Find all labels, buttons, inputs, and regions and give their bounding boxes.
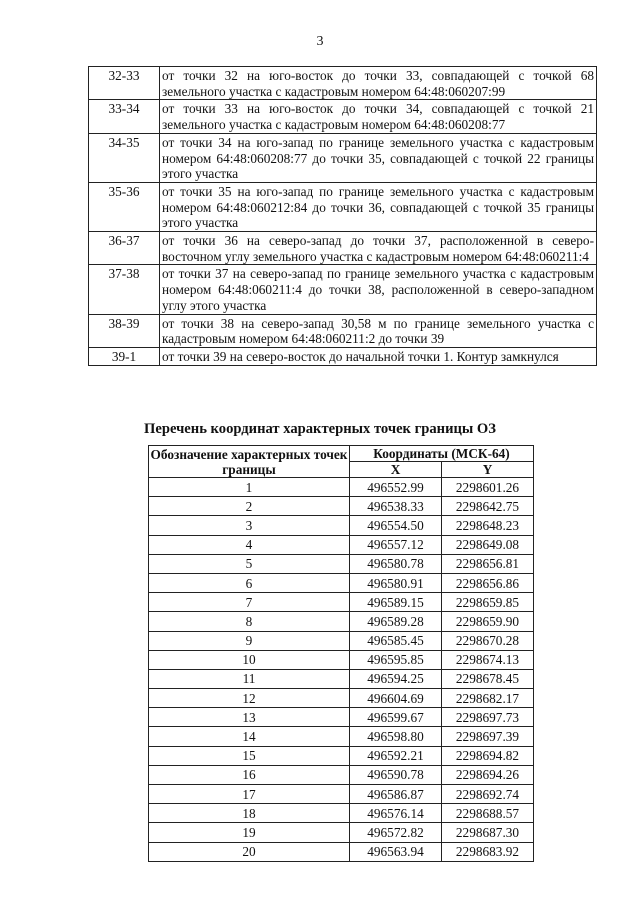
- coord-x: 496538.33: [350, 497, 442, 516]
- coord-y: 2298670.28: [442, 631, 534, 650]
- coordinate-row: [149, 823, 534, 842]
- coord-x: 496594.25: [350, 669, 442, 688]
- point-id: 9: [149, 631, 350, 650]
- coordinate-row: [149, 727, 534, 746]
- coord-x: 496604.69: [350, 689, 442, 708]
- point-id: 14: [149, 727, 350, 746]
- segment-row: [89, 133, 597, 182]
- coordinates-table: [148, 445, 534, 862]
- point-id: 20: [149, 842, 350, 861]
- coord-y: 2298601.26: [442, 478, 534, 497]
- coordinate-row: [149, 689, 534, 708]
- coord-y: 2298674.13: [442, 650, 534, 669]
- coordinate-row: [149, 535, 534, 554]
- segment-row: [89, 182, 597, 231]
- segment-id: 36-37: [89, 232, 160, 265]
- header-point: Обозначение характерных точек границы: [149, 446, 350, 478]
- coord-y: 2298688.57: [442, 804, 534, 823]
- segment-description: от точки 34 на юго-запад по границе земельного участка с кадастровым номером 64:48:060208:77 до точки 35, совпадающей с точкой 22 границы этого участка: [160, 133, 597, 182]
- point-id: 7: [149, 593, 350, 612]
- coord-y: 2298678.45: [442, 669, 534, 688]
- coord-y: 2298656.81: [442, 554, 534, 573]
- point-id: 18: [149, 804, 350, 823]
- coord-y: 2298683.92: [442, 842, 534, 861]
- segment-description: от точки 36 на северо-запад до точки 37, расположенной в северо-восточном углу земельного участка с кадастровым номером 64:48:060211:4: [160, 232, 597, 265]
- segment-description: от точки 35 на юго-запад по границе земельного участка с кадастровым номером 64:48:060212:84 до точки 36, совпадающей с точкой 35 границы этого участка: [160, 182, 597, 231]
- coord-x: 496576.14: [350, 804, 442, 823]
- coord-x: 496563.94: [350, 842, 442, 861]
- segment-row: [89, 265, 597, 314]
- coord-y: 2298659.85: [442, 593, 534, 612]
- coordinate-row: [149, 669, 534, 688]
- segment-id: 39-1: [89, 347, 160, 365]
- point-id: 16: [149, 765, 350, 784]
- coord-y: 2298648.23: [442, 516, 534, 535]
- point-id: 2: [149, 497, 350, 516]
- coordinate-row: [149, 593, 534, 612]
- point-id: 3: [149, 516, 350, 535]
- segment-id: 37-38: [89, 265, 160, 314]
- coordinate-row: [149, 631, 534, 650]
- boundary-segments-table: [88, 66, 597, 366]
- coord-x: 496589.28: [350, 612, 442, 631]
- segment-row: [89, 100, 597, 133]
- coordinates-body: [149, 478, 534, 862]
- segment-description: от точки 33 на юго-восток до точки 34, совпадающей с точкой 21 земельного участка с кадастровым номером 64:48:060208:77: [160, 100, 597, 133]
- coord-y: 2298697.39: [442, 727, 534, 746]
- coord-y: 2298649.08: [442, 535, 534, 554]
- segment-description: от точки 38 на северо-запад 30,58 м по границе земельного участка с кадастровым номером 64:48:060211:2 до точки 39: [160, 314, 597, 347]
- coordinate-row: [149, 478, 534, 497]
- coord-y: 2298659.90: [442, 612, 534, 631]
- point-id: 1: [149, 478, 350, 497]
- segment-description: от точки 39 на северо-восток до начальной точки 1. Контур замкнулся: [160, 347, 597, 365]
- coord-y: 2298656.86: [442, 573, 534, 592]
- segment-description: от точки 37 на северо-запад по границе земельного участка с кадастровым номером 64:48:060211:4 до точки 38, расположенной в северо-западном углу этого участка: [160, 265, 597, 314]
- point-id: 8: [149, 612, 350, 631]
- point-id: 19: [149, 823, 350, 842]
- coord-x: 496598.80: [350, 727, 442, 746]
- segment-id: 38-39: [89, 314, 160, 347]
- coordinates-header-row: [149, 446, 534, 462]
- segments-body: [89, 67, 597, 366]
- point-id: 4: [149, 535, 350, 554]
- coord-y: 2298642.75: [442, 497, 534, 516]
- point-id: 10: [149, 650, 350, 669]
- point-id: 12: [149, 689, 350, 708]
- point-id: 13: [149, 708, 350, 727]
- coord-x: 496554.50: [350, 516, 442, 535]
- segment-id: 32-33: [89, 67, 160, 100]
- segment-id: 33-34: [89, 100, 160, 133]
- header-coordinates: Координаты (МСК-64): [350, 446, 534, 462]
- coord-y: 2298694.26: [442, 765, 534, 784]
- segment-id: 35-36: [89, 182, 160, 231]
- coord-y: 2298697.73: [442, 708, 534, 727]
- coordinate-row: [149, 554, 534, 573]
- coord-y: 2298682.17: [442, 689, 534, 708]
- coordinate-row: [149, 765, 534, 784]
- segment-id: 34-35: [89, 133, 160, 182]
- segment-row: [89, 232, 597, 265]
- point-id: 5: [149, 554, 350, 573]
- coord-x: 496585.45: [350, 631, 442, 650]
- coordinates-title: Перечень координат характерных точек границы ОЗ: [144, 421, 496, 437]
- coord-y: 2298692.74: [442, 785, 534, 804]
- coordinate-row: [149, 842, 534, 861]
- segment-row: [89, 314, 597, 347]
- coord-y: 2298687.30: [442, 823, 534, 842]
- point-id: 15: [149, 746, 350, 765]
- coord-x: 496552.99: [350, 478, 442, 497]
- coordinate-row: [149, 804, 534, 823]
- coord-x: 496580.91: [350, 573, 442, 592]
- coord-x: 496589.15: [350, 593, 442, 612]
- coord-y: 2298694.82: [442, 746, 534, 765]
- page-number: 3: [316, 34, 324, 49]
- coordinate-row: [149, 516, 534, 535]
- coord-x: 496557.12: [350, 535, 442, 554]
- point-id: 17: [149, 785, 350, 804]
- coordinate-row: [149, 650, 534, 669]
- coord-x: 496590.78: [350, 765, 442, 784]
- coord-x: 496586.87: [350, 785, 442, 804]
- segment-row: [89, 347, 597, 365]
- point-id: 11: [149, 669, 350, 688]
- coord-x: 496580.78: [350, 554, 442, 573]
- coordinate-row: [149, 573, 534, 592]
- coordinate-row: [149, 746, 534, 765]
- segment-description: от точки 32 на юго-восток до точки 33, совпадающей с точкой 68 земельного участка с кадастровым номером 64:48:060207:99: [160, 67, 597, 100]
- coordinate-row: [149, 708, 534, 727]
- header-x: X: [350, 462, 442, 478]
- coordinate-row: [149, 497, 534, 516]
- coord-x: 496592.21: [350, 746, 442, 765]
- header-y: Y: [442, 462, 534, 478]
- coord-x: 496595.85: [350, 650, 442, 669]
- coord-x: 496572.82: [350, 823, 442, 842]
- segment-row: [89, 67, 597, 100]
- point-id: 6: [149, 573, 350, 592]
- coord-x: 496599.67: [350, 708, 442, 727]
- coordinate-row: [149, 612, 534, 631]
- coordinate-row: [149, 785, 534, 804]
